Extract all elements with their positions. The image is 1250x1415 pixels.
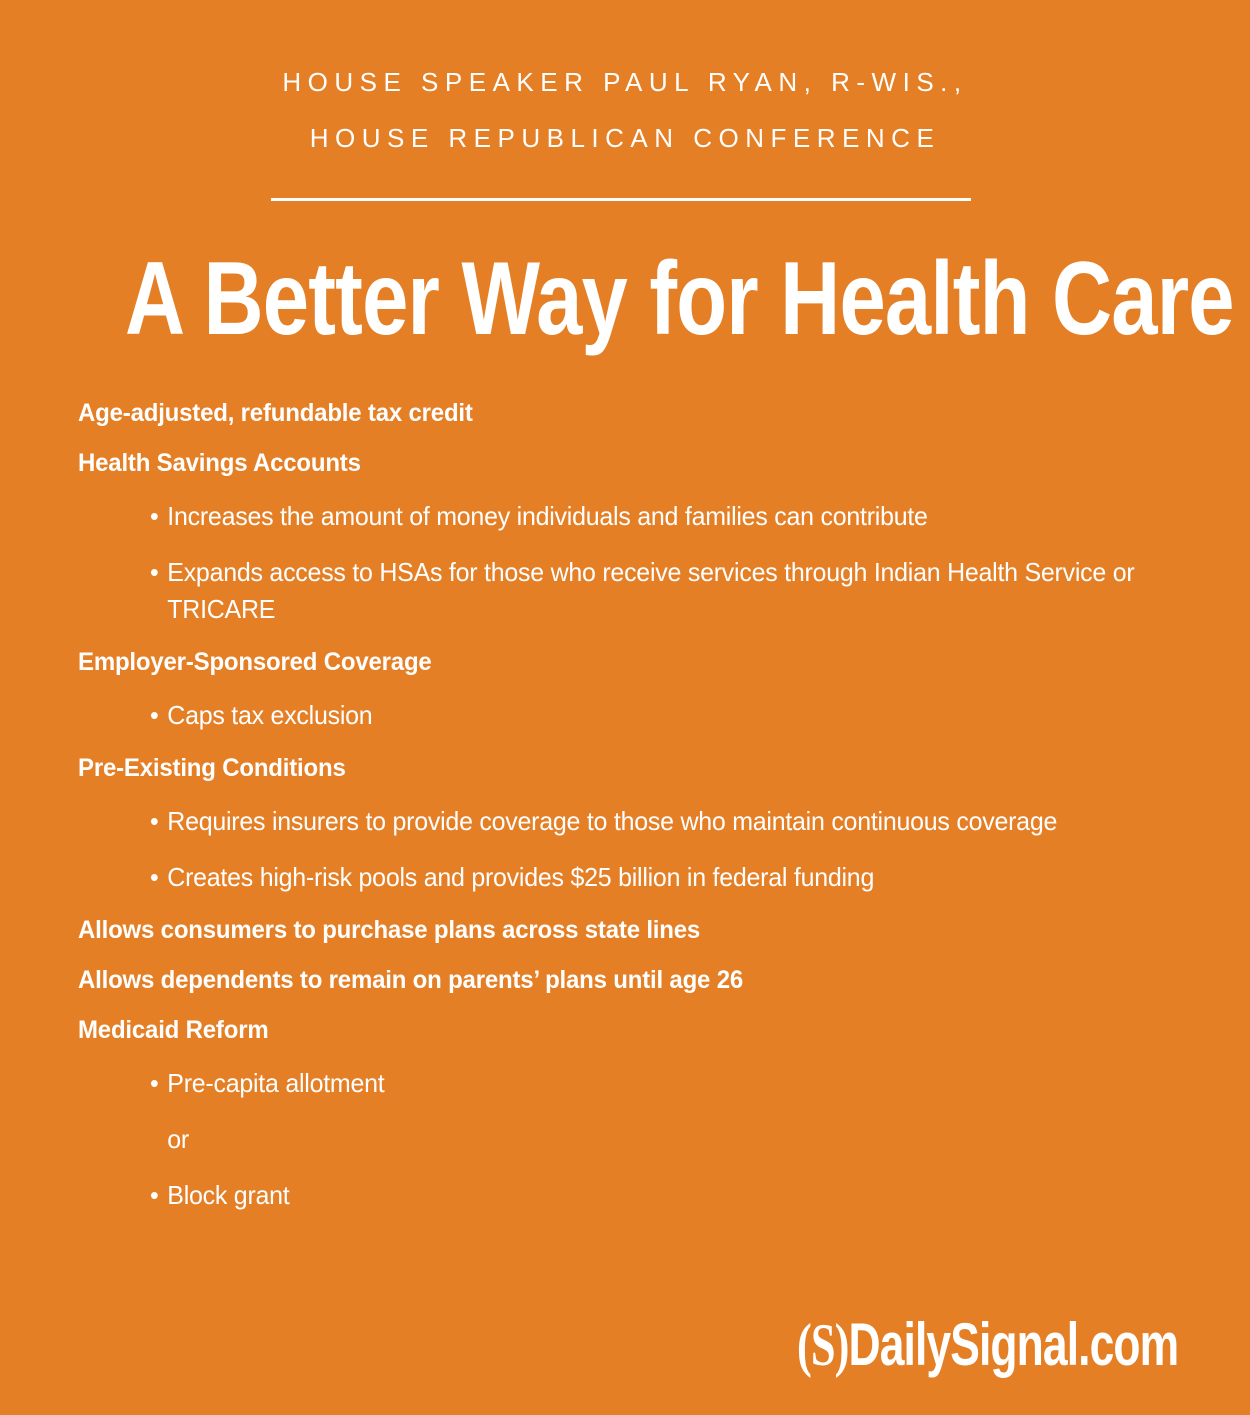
list-item-conjunction [78,1121,1168,1158]
section-heading: Age-adjusted, refundable tax credit [78,399,473,427]
section-heading: Employer-Sponsored Coverage [78,648,432,676]
eyebrow-header [0,54,1250,166]
page-title: A Better Way for Health Care [125,241,1234,357]
list-item-text: Caps tax exclusion [167,700,373,730]
eyebrow-line-1: HOUSE SPEAKER PAUL RYAN, R-WIS., [282,67,968,97]
section-bullets [78,697,1213,734]
dailysignal-mark-icon: (S) [796,1312,849,1378]
bullet-icon: • [150,862,159,892]
bullet-icon: • [150,1180,159,1210]
bullet-icon: • [150,501,159,531]
dailysignal-logo[interactable] [797,1313,1178,1377]
section-bullets [78,803,1213,896]
header-divider [271,198,971,201]
list-item-text: Pre-capita allotment [167,1068,385,1098]
list-item-text: Requires insurers to provide coverage to those who maintain continuous coverage [167,806,1058,836]
list-item-text: Expands access to HSAs for those who receive services through Indian Health Service or TRICARE [167,557,1135,624]
list-item [78,498,1168,535]
section-bullets [78,1065,1213,1214]
list-item [78,554,1168,628]
list-item-text: Creates high-risk pools and provides $25 billion in federal funding [167,862,875,892]
bullet-icon: • [150,1068,159,1098]
list-item [78,859,1168,896]
bullet-icon: • [150,700,159,730]
eyebrow-line-2: HOUSE REPUBLICAN CONFERENCE [309,123,941,153]
list-item-text: Block grant [167,1180,290,1210]
list-item [78,697,1168,734]
list-item [78,1065,1168,1102]
dailysignal-wordmark: DailySignal.com [848,1311,1178,1378]
list-item [78,1177,1168,1214]
section-heading: Allows consumers to purchase plans across state lines [78,916,701,944]
bullet-icon: • [150,806,159,836]
section-heading: Health Savings Accounts [78,449,361,477]
section-heading: Allows dependents to remain on parents’ plans until age 26 [78,966,744,994]
list-item-text: or [167,1124,189,1154]
bullet-icon: • [150,557,159,587]
section-bullets [78,498,1213,628]
list-item-text: Increases the amount of money individuals and families can contribute [167,501,928,531]
section-heading: Medicaid Reform [78,1016,269,1044]
policy-list [78,398,1213,1233]
list-item [78,803,1168,840]
section-heading: Pre-Existing Conditions [78,754,346,782]
